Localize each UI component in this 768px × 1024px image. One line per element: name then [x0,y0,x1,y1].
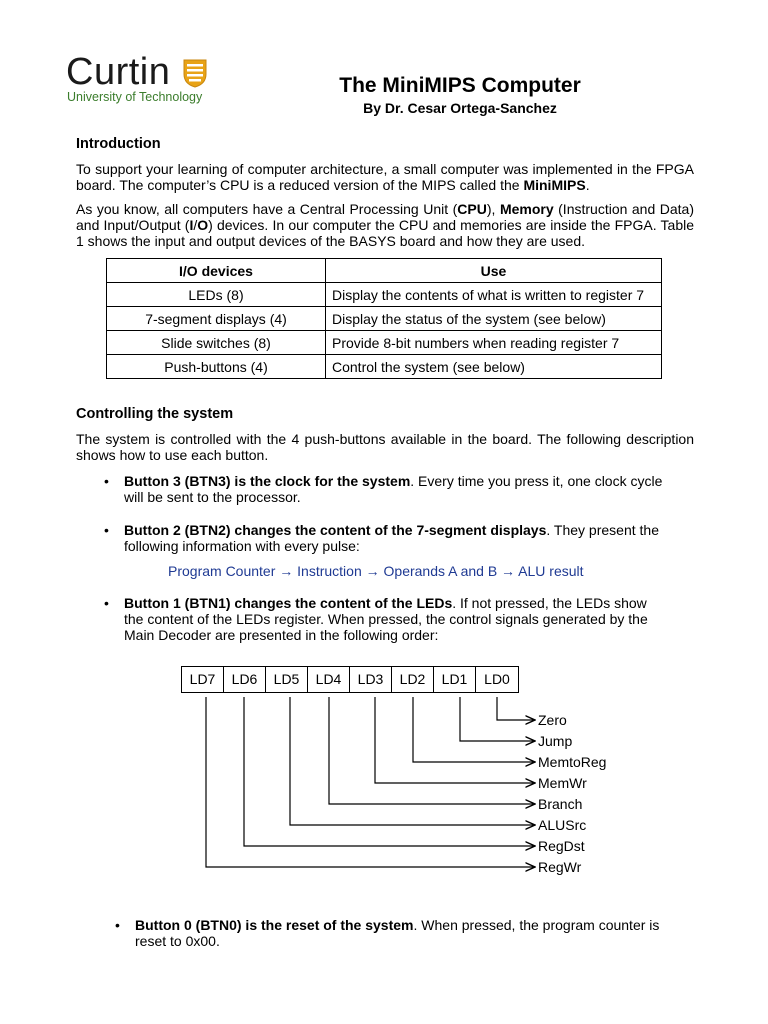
intro-paragraph-2: As you know, all computers have a Central Processing Unit (CPU), Memory (Instruction and Data) and Input/Output (I/O) devices. In our computer the CPU and memories are inside the FPGA. Table 1 shows the input and output devices of the BASYS board and how they are used. [76,201,695,249]
bullet-btn3: • Button 3 (BTN3) is the clock for the system. Every time you press it, one clock cycle will be sent to the processor. [104,473,663,505]
table-header-cell: I/O devices [107,259,326,283]
table-cell: LEDs (8) [107,283,326,307]
bullet-dot: • [104,595,109,611]
signal-label: Branch [538,796,583,812]
connector-ld3-memwr [375,697,535,783]
signal-label: RegDst [538,838,585,854]
led-box: LD2 [391,666,434,693]
table-cell: Display the status of the system (see below) [326,307,662,331]
table-cell: Control the system (see below) [326,355,662,379]
display-sequence: Program Counter → Instruction → Operands A and B → ALU result [168,563,584,579]
signal-label: ALUSrc [538,817,587,833]
bullet-btn0: • Button 0 (BTN0) is the reset of the system. When pressed, the program counter is reset to 0x00. [115,917,660,949]
led-box: LD5 [265,666,308,693]
table-cell: Provide 8-bit numbers when reading register 7 [326,331,662,355]
logo-wordmark: Curtin [66,51,171,93]
table-cell: Slide switches (8) [107,331,326,355]
signal-label: Zero [538,712,567,728]
signal-label: RegWr [538,859,582,875]
table-cell: 7-segment displays (4) [107,307,326,331]
intro-heading: Introduction [76,136,161,152]
table-cell: Display the contents of what is written to register 7 [326,283,662,307]
bullet-dot: • [104,473,109,489]
table-cell: Push-buttons (4) [107,355,326,379]
bullet-btn2: • Button 2 (BTN2) changes the content of the 7-segment displays. They present the following information with every pulse: [104,522,659,554]
signal-label: Jump [538,733,573,749]
control-paragraph: The system is controlled with the 4 push-buttons available in the board. The following description shows how to use each button. [76,431,694,463]
connector-ld0-zero [497,697,535,720]
signal-label: MemtoReg [538,754,607,770]
intro-paragraph-1: To support your learning of computer architecture, a small computer was implemented in the FPGA board. The computer’s CPU is a reduced version of the MIPS called the MiniMIPS. [76,161,694,193]
led-box: LD7 [181,666,224,693]
led-box: LD3 [349,666,392,693]
connector-ld2-memtoreg [413,697,535,762]
bullet-btn1: • Button 1 (BTN1) changes the content of the LEDs. If not pressed, the LEDs show the content of the LEDs register. When pressed, the control signals generated by the Main Decoder are presented in the following order: [104,595,648,643]
control-heading: Controlling the system [76,406,234,422]
page-title: The MiniMIPS Computer [339,74,581,97]
led-box: LD4 [307,666,350,693]
led-box: LD1 [433,666,476,693]
author-byline: By Dr. Cesar Ortega-Sanchez [363,100,557,116]
connector-ld7-regwr [206,697,535,867]
table-header-cell: Use [326,259,662,283]
logo-subtitle: University of Technology [67,90,203,104]
bullet-dot: • [104,522,109,538]
bullet-dot: • [115,917,120,933]
led-box: LD0 [475,666,519,693]
led-box: LD6 [223,666,266,693]
signal-label: MemWr [538,775,587,791]
connector-ld6-regdst [244,697,535,846]
connector-ld4-branch [329,697,535,804]
